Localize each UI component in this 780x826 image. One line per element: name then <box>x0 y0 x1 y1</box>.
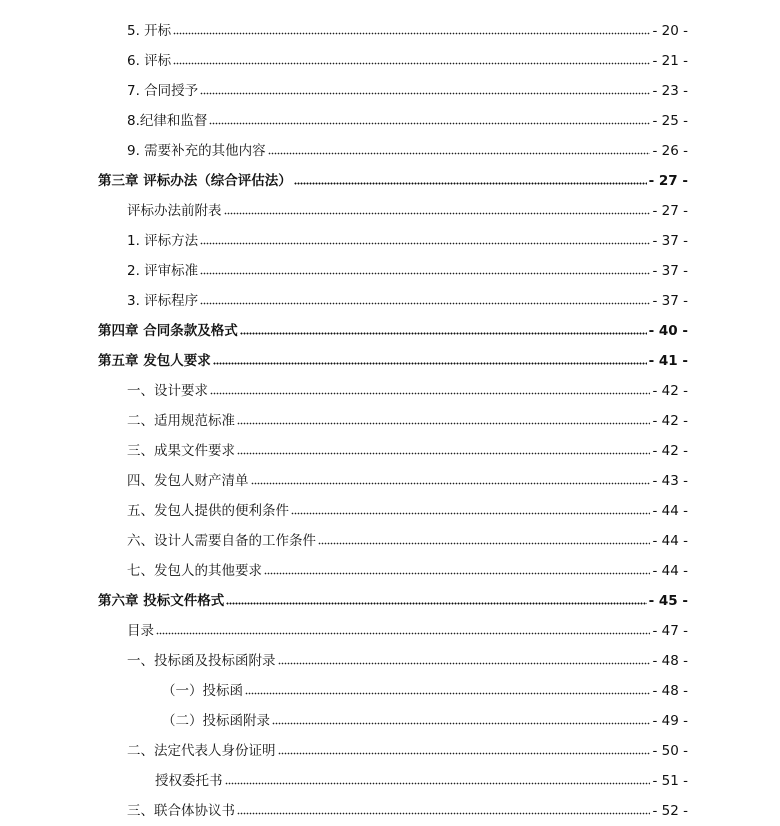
toc-entry-page: - 21 - <box>652 53 688 69</box>
dot-leader <box>240 320 647 342</box>
toc-entry[interactable] <box>0 20 688 42</box>
toc-entry-page: - 41 - <box>648 353 688 369</box>
toc-entry-title: 2. 评审标准 <box>127 263 199 279</box>
dot-leader <box>264 560 650 582</box>
dot-leader <box>237 800 650 822</box>
toc-entry-title: 评标办法前附表 <box>127 203 222 219</box>
dot-leader <box>224 200 651 222</box>
toc-entry[interactable] <box>0 200 688 222</box>
toc-entry[interactable] <box>0 770 688 792</box>
toc-entry-page: - 42 - <box>652 413 688 429</box>
dot-leader <box>278 740 651 762</box>
toc-entry-page: - 23 - <box>652 83 688 99</box>
toc-entry-title: 六、设计人需要自备的工作条件 <box>127 533 316 549</box>
toc-entry[interactable] <box>0 680 688 702</box>
toc-entry-page: - 44 - <box>652 563 688 579</box>
toc-entry-page: - 40 - <box>648 323 688 339</box>
toc-entry-title: 6. 评标 <box>127 53 172 69</box>
toc-entry-page: - 48 - <box>652 683 688 699</box>
toc-entry[interactable] <box>0 410 688 432</box>
toc-entry-page: - 43 - <box>652 473 688 489</box>
toc-entry-page: - 52 - <box>652 803 688 819</box>
toc-entry-page: - 27 - <box>652 203 688 219</box>
toc-entry-title: 第三章 评标办法（综合评估法） <box>98 173 292 189</box>
toc-entry-title: 第六章 投标文件格式 <box>98 593 225 609</box>
toc-entry[interactable] <box>0 650 688 672</box>
toc-entry-page: - 37 - <box>652 293 688 309</box>
toc-entry-page: - 20 - <box>652 23 688 39</box>
toc-entry[interactable] <box>0 80 688 102</box>
toc-entry[interactable] <box>0 110 688 132</box>
toc-entry-page: - 48 - <box>652 653 688 669</box>
toc-entry[interactable] <box>0 140 688 162</box>
toc-entry-title: 四、发包人财产清单 <box>127 473 249 489</box>
toc-chapter[interactable] <box>0 590 688 612</box>
toc-entry-title: 5. 开标 <box>127 23 172 39</box>
toc-entry-title: 第四章 合同条款及格式 <box>98 323 238 339</box>
toc-entry-title: 二、适用规范标准 <box>127 413 235 429</box>
toc-entry-title: 三、成果文件要求 <box>127 443 235 459</box>
toc-entry[interactable] <box>0 50 688 72</box>
toc-entry[interactable] <box>0 620 688 642</box>
dot-leader <box>294 170 647 192</box>
toc-entry-page: - 37 - <box>652 233 688 249</box>
toc-entry-title: （二）投标函附录 <box>162 713 270 729</box>
toc-entry-page: - 47 - <box>652 623 688 639</box>
toc-chapter[interactable] <box>0 350 688 372</box>
dot-leader <box>209 110 650 132</box>
toc-entry[interactable] <box>0 560 688 582</box>
dot-leader <box>225 770 651 792</box>
toc-entry-title: 7. 合同授予 <box>127 83 199 99</box>
toc-entry-page: - 51 - <box>652 773 688 789</box>
dot-leader <box>213 350 647 372</box>
toc-entry-page: - 50 - <box>652 743 688 759</box>
dot-leader <box>272 710 650 732</box>
toc-entry-title: （一）投标函 <box>162 683 243 699</box>
toc-entry[interactable] <box>0 230 688 252</box>
toc-chapter[interactable] <box>0 170 688 192</box>
toc-entry-page: - 45 - <box>648 593 688 609</box>
dot-leader <box>245 680 650 702</box>
dot-leader <box>156 620 650 642</box>
toc-entry[interactable] <box>0 380 688 402</box>
toc-entry-page: - 49 - <box>652 713 688 729</box>
toc-entry[interactable] <box>0 500 688 522</box>
toc-entry-title: 1. 评标方法 <box>127 233 199 249</box>
toc-entry[interactable] <box>0 710 688 732</box>
toc-entry-title: 第五章 发包人要求 <box>98 353 211 369</box>
dot-leader <box>318 530 650 552</box>
dot-leader <box>268 140 651 162</box>
toc-entry-title: 五、发包人提供的便利条件 <box>127 503 289 519</box>
dot-leader <box>291 500 650 522</box>
dot-leader <box>237 440 650 462</box>
toc-entry-page: - 37 - <box>652 263 688 279</box>
toc-entry-title: 9. 需要补充的其他内容 <box>127 143 266 159</box>
dot-leader <box>200 80 650 102</box>
toc-entry[interactable] <box>0 260 688 282</box>
toc-entry-title: 8.纪律和监督 <box>127 113 208 129</box>
toc-entry[interactable] <box>0 800 688 822</box>
toc-entry-page: - 44 - <box>652 533 688 549</box>
toc-entry-page: - 25 - <box>652 113 688 129</box>
dot-leader <box>200 290 650 312</box>
dot-leader <box>251 470 651 492</box>
toc-entry-page: - 26 - <box>652 143 688 159</box>
dot-leader <box>200 230 650 252</box>
dot-leader <box>200 260 650 282</box>
toc-entry-page: - 44 - <box>652 503 688 519</box>
toc-entry[interactable] <box>0 440 688 462</box>
dot-leader <box>278 650 651 672</box>
dot-leader <box>173 50 650 72</box>
toc-entry[interactable] <box>0 470 688 492</box>
toc-entry-title: 目录 <box>127 623 154 639</box>
toc-entry-title: 三、联合体协议书 <box>127 803 235 819</box>
toc-entry-page: - 27 - <box>648 173 688 189</box>
toc-entry[interactable] <box>0 290 688 312</box>
dot-leader <box>210 380 650 402</box>
toc-chapter[interactable] <box>0 320 688 342</box>
toc-entry-page: - 42 - <box>652 443 688 459</box>
dot-leader <box>173 20 650 42</box>
toc-entry-title: 授权委托书 <box>155 773 223 789</box>
dot-leader <box>226 590 646 612</box>
dot-leader <box>237 410 650 432</box>
toc-entry-title: 二、法定代表人身份证明 <box>127 743 276 759</box>
toc-entry-title: 3. 评标程序 <box>127 293 199 309</box>
toc-entry-title: 七、发包人的其他要求 <box>127 563 262 579</box>
toc-entry-title: 一、设计要求 <box>127 383 208 399</box>
toc-entry[interactable] <box>0 740 688 762</box>
toc-entry-page: - 42 - <box>652 383 688 399</box>
toc-entry[interactable] <box>0 530 688 552</box>
toc-entry-title: 一、投标函及投标函附录 <box>127 653 276 669</box>
